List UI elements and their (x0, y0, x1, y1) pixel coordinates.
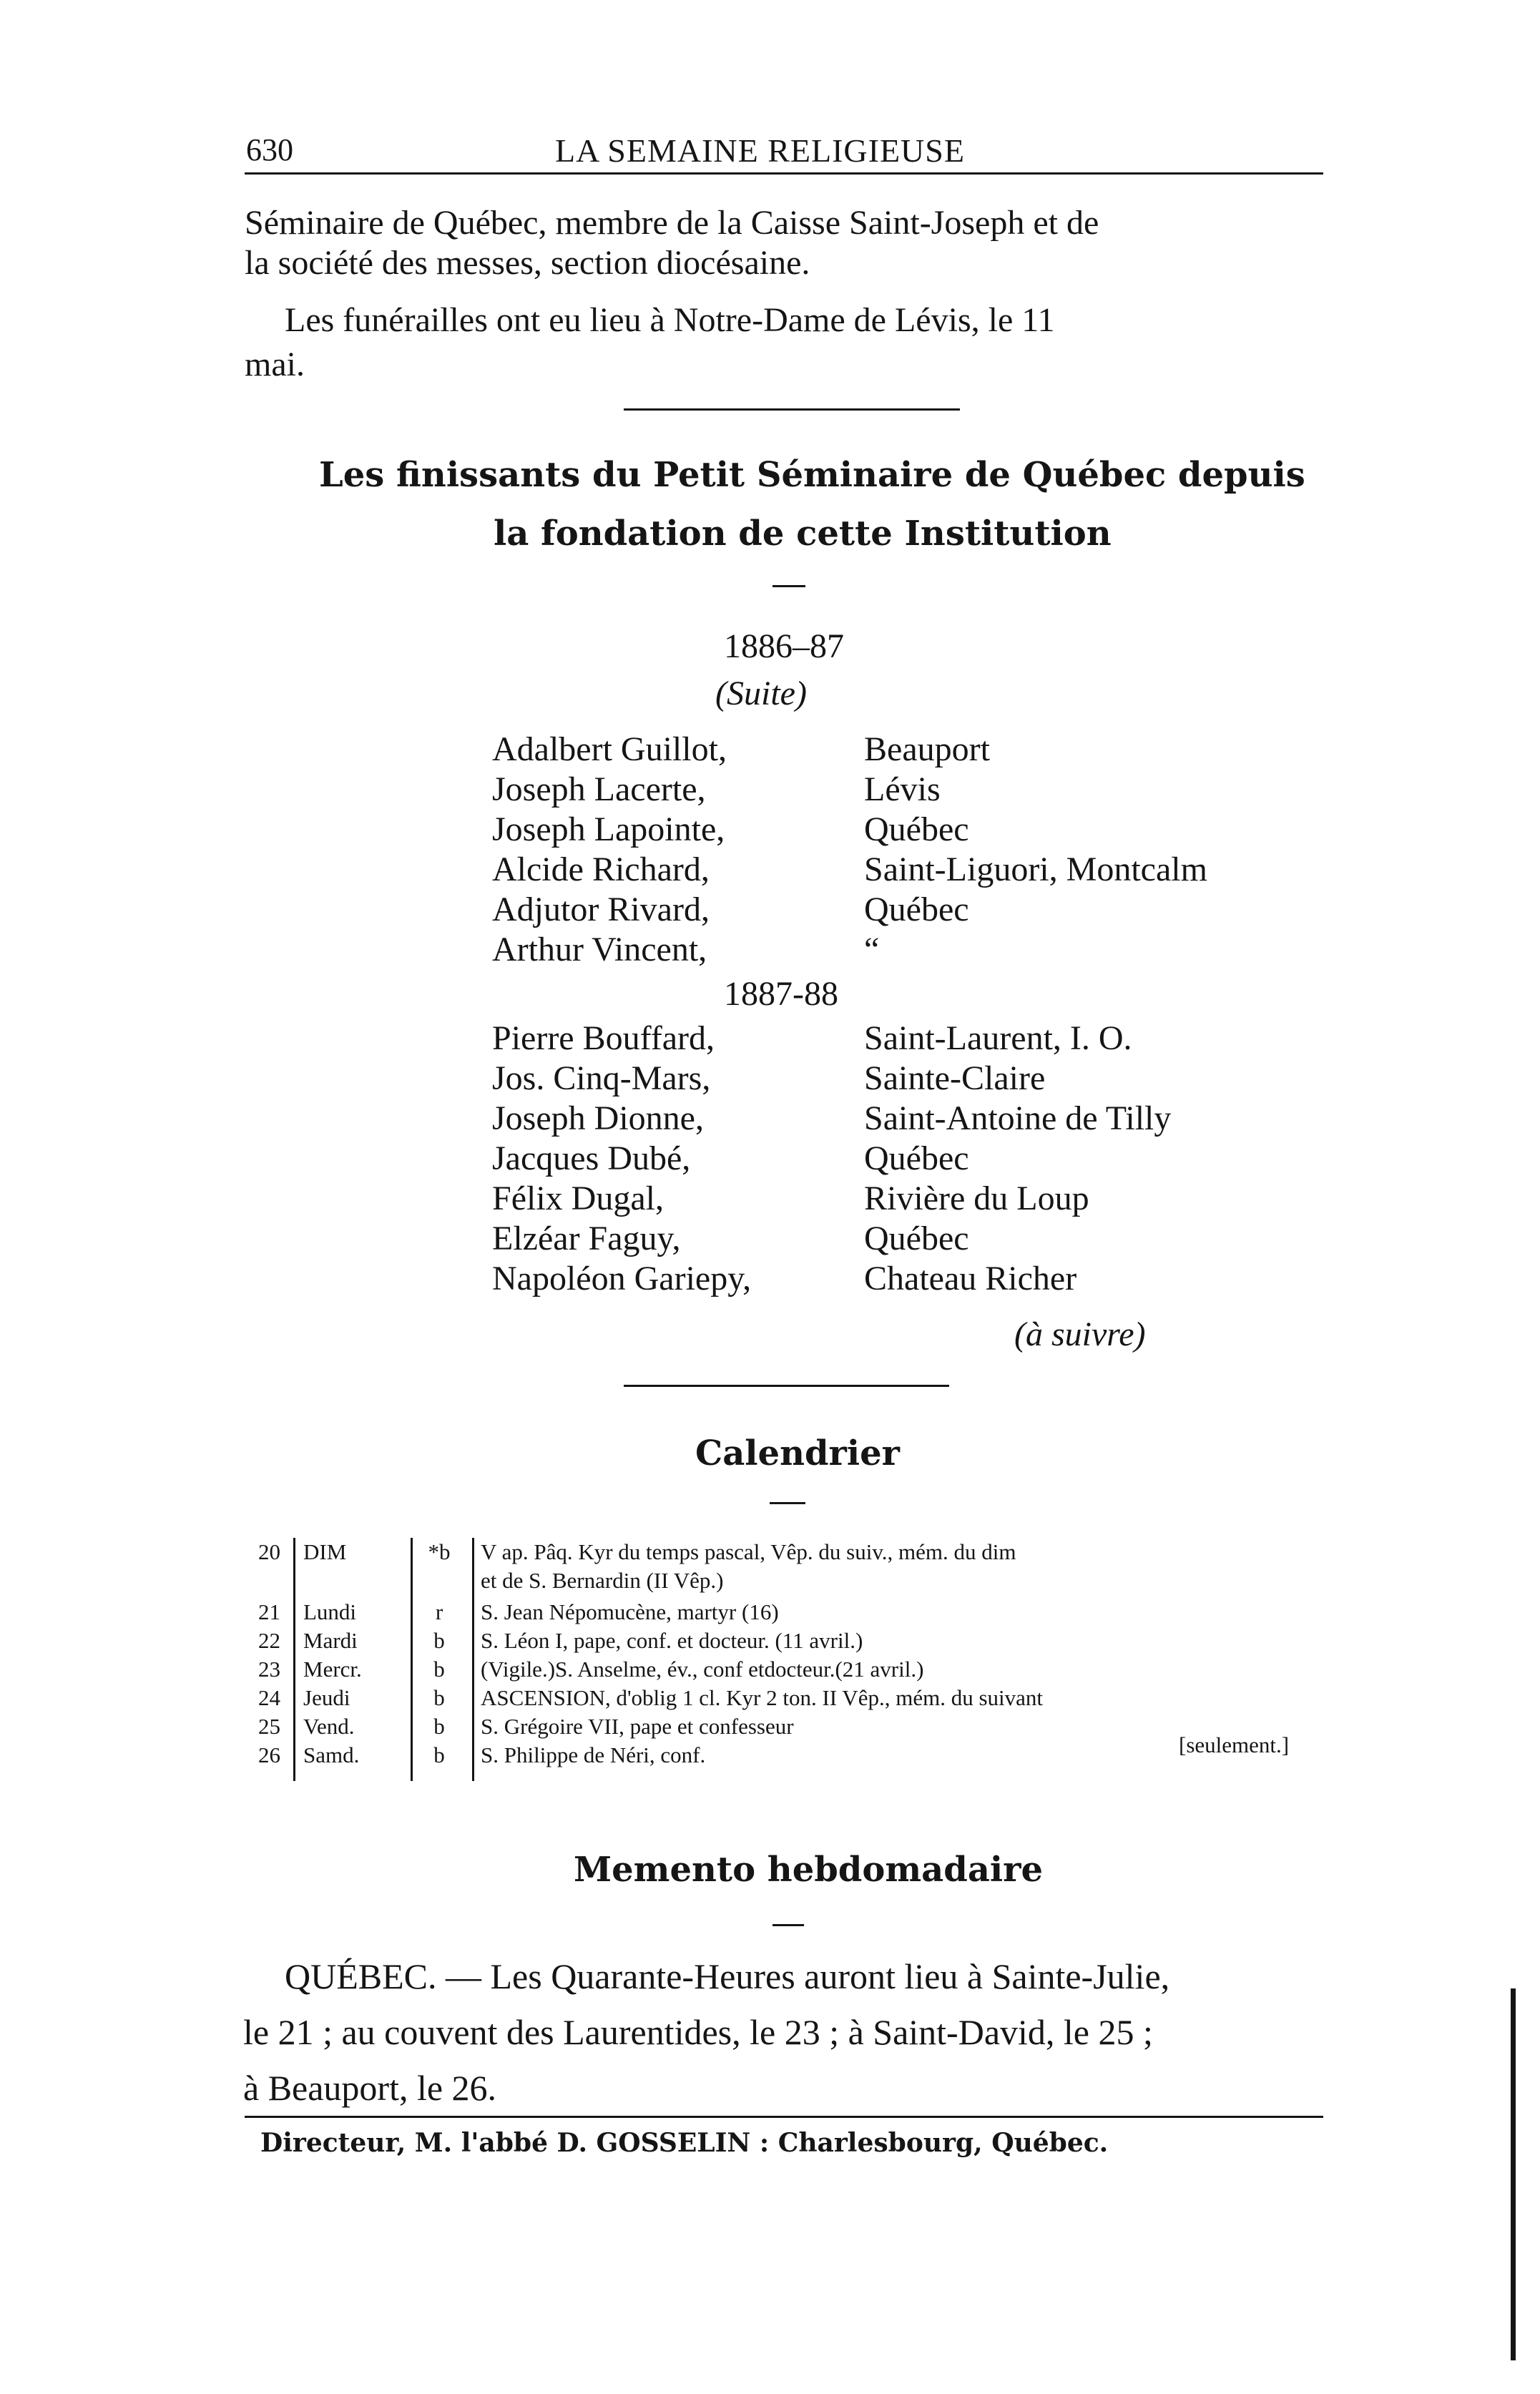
intro-line: Les funérailles ont eu lieu à Notre-Dame de Lévis, le 11 (285, 301, 1055, 339)
calendar-office-text: (Vigile.)S. Anselme, év., conf etdocteur.(21 avril.) (481, 1657, 924, 1682)
finissant-place: Saint-Laurent, I. O. (864, 1019, 1132, 1057)
intro-line: Séminaire de Québec, membre de la Caisse Saint-Joseph et de (245, 204, 1099, 242)
memento-line: le 21 ; au couvent des Laurentides, le 23 ; à Saint-David, le 25 ; (243, 2012, 1153, 2052)
header-rule (245, 172, 1323, 175)
intro-line: la société des messes, section diocésaine. (245, 244, 810, 282)
calendar-office-text: S. Grégoire VII, pape et confesseur (481, 1714, 794, 1739)
memento-title: Memento hebdomadaire (574, 1850, 1043, 1890)
finissant-name: Joseph Lapointe, (492, 810, 725, 848)
finissant-name: Adjutor Rivard, (492, 891, 710, 928)
finissant-place: Québec (864, 891, 969, 928)
calendar-weekday: DIM (303, 1539, 347, 1564)
finissant-place: Québec (864, 1220, 969, 1257)
intro-line: mai. (245, 345, 305, 383)
finissant-place: Beauport (864, 730, 990, 768)
year-heading: 1887-88 (724, 975, 838, 1013)
calendar-day-number: 20 (258, 1539, 280, 1564)
calendar-color-code: b (433, 1628, 445, 1653)
a-suivre-note: (à suivre) (1014, 1315, 1146, 1353)
finissant-name: Jacques Dubé, (492, 1139, 691, 1177)
finissant-place: Québec (864, 1139, 969, 1177)
year-heading: 1886–87 (724, 627, 844, 665)
calendar-title: Calendrier (695, 1433, 900, 1473)
section-divider (624, 1385, 949, 1387)
footer-rule (245, 2116, 1323, 2118)
calendar-day-number: 25 (258, 1714, 280, 1739)
finissant-place: Rivière du Loup (864, 1179, 1089, 1217)
finissant-name: Alcide Richard, (492, 850, 710, 888)
calendar-office-text: S. Philippe de Néri, conf. (481, 1742, 706, 1767)
calendar-color-code: b (433, 1742, 445, 1767)
calendar-day-number: 24 (258, 1685, 280, 1710)
calendar-weekday: Samd. (303, 1742, 360, 1767)
dash-divider (773, 585, 805, 587)
dash-divider (773, 1924, 804, 1926)
calendar-color-code: b (433, 1714, 445, 1739)
finissant-place: Sainte-Claire (864, 1059, 1046, 1097)
finissant-name: Arthur Vincent, (492, 931, 707, 968)
calendar-day-number: 23 (258, 1657, 280, 1682)
page-number: 630 (246, 132, 293, 167)
memento-line: à Beauport, le 26. (243, 2068, 497, 2108)
finissant-place: Québec (864, 810, 969, 848)
finissant-place: Chateau Richer (864, 1260, 1077, 1297)
calendar-day-number: 22 (258, 1628, 280, 1653)
section-subtitle: la fondation de cette Institution (494, 514, 1112, 554)
calendar-color-code: b (433, 1657, 445, 1682)
finissant-name: Elzéar Faguy, (492, 1220, 681, 1257)
footer-credit: Directeur, M. l'abbé D. GOSSELIN : Charlesbourg, Québec. (260, 2128, 1109, 2158)
calendar-color-code: b (433, 1685, 445, 1710)
memento-line: QUÉBEC. — Les Quarante-Heures auront lieu à Sainte-Julie, (285, 1956, 1170, 1996)
calendar-office-text: ASCENSION, d'oblig 1 cl. Kyr 2 ton. II Vêp., mém. du suivant (481, 1685, 1043, 1710)
finissant-name: Pierre Bouffard, (492, 1019, 715, 1057)
calendar-office-text: et de S. Bernardin (II Vêp.) (481, 1568, 724, 1593)
running-title: LA SEMAINE RELIGIEUSE (555, 132, 965, 169)
calendar-weekday: Jeudi (303, 1685, 350, 1710)
calendar-color-code: r (435, 1599, 443, 1624)
calendar-weekday: Mercr. (303, 1657, 362, 1682)
calendar-office-text: S. Léon I, pape, conf. et docteur. (11 avril.) (481, 1628, 863, 1653)
suite-note: (Suite) (715, 674, 807, 712)
section-title: Les finissants du Petit Séminaire de Québec depuis (319, 455, 1305, 495)
calendar-weekday: Vend. (303, 1714, 355, 1739)
calendar-office-text: S. Jean Népomucène, martyr (16) (481, 1599, 779, 1624)
finissant-name: Joseph Dionne, (492, 1099, 704, 1137)
finissant-name: Félix Dugal, (492, 1179, 664, 1217)
calendar-day-number: 21 (258, 1599, 280, 1624)
finissant-name: Adalbert Guillot, (492, 730, 727, 768)
finissant-place: Saint-Liguori, Montcalm (864, 850, 1207, 888)
calendar-office-text: V ap. Pâq. Kyr du temps pascal, Vêp. du suiv., mém. du dim (481, 1539, 1016, 1564)
calendar-seulement: [seulement.] (1179, 1732, 1290, 1757)
scan-edge-mark (1511, 1988, 1516, 2360)
calendar-color-code: *b (428, 1539, 451, 1564)
calendar-column-rule (293, 1538, 295, 1781)
section-divider (624, 408, 960, 411)
calendar-column-rule (472, 1538, 474, 1781)
finissant-name: Jos. Cinq-Mars, (492, 1059, 711, 1097)
finissant-place: Saint-Antoine de Tilly (864, 1099, 1172, 1137)
calendar-weekday: Mardi (303, 1628, 358, 1653)
finissant-name: Napoléon Gariepy, (492, 1260, 752, 1297)
calendar-weekday: Lundi (303, 1599, 357, 1624)
calendar-column-rule (411, 1538, 413, 1781)
calendar-day-number: 26 (258, 1742, 280, 1767)
finissant-place: “ (864, 931, 880, 968)
finissant-place: Lévis (864, 770, 941, 808)
finissant-name: Joseph Lacerte, (492, 770, 706, 808)
dash-divider (770, 1502, 805, 1504)
